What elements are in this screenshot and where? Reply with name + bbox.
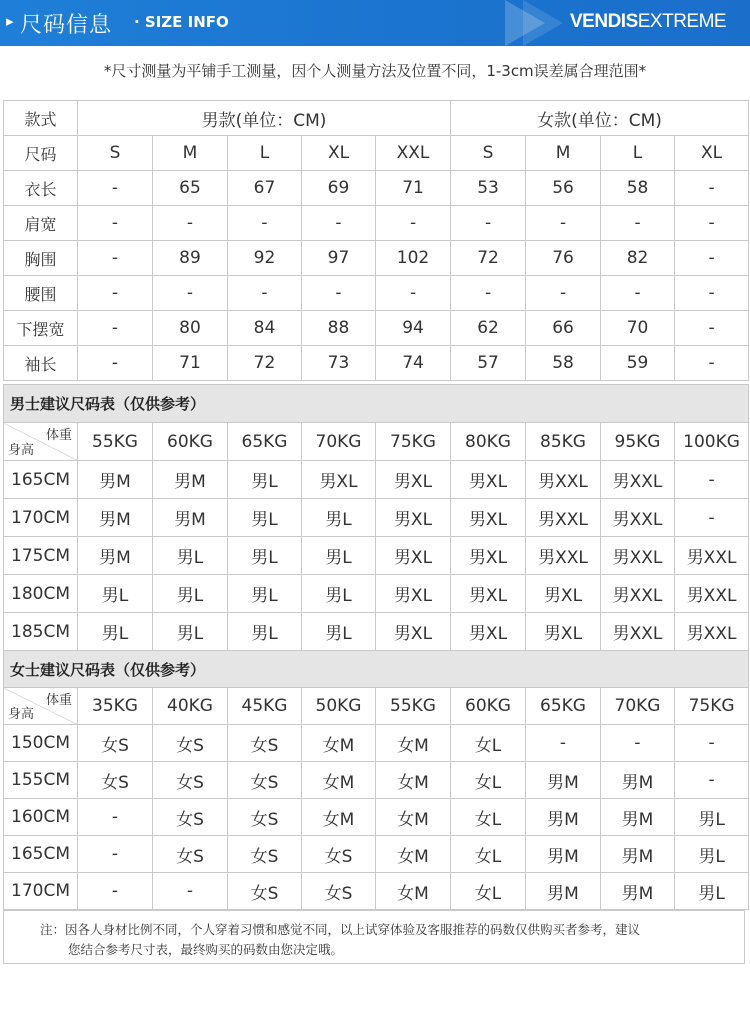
recommended-size-cell: 男XXL — [601, 575, 675, 613]
recommended-size-cell: 女S — [153, 799, 228, 836]
weight-column-header: 75KG — [376, 423, 451, 461]
recommended-size-cell: 女L — [451, 799, 526, 836]
weight-column-header: 65KG — [526, 688, 601, 725]
table-cell: - — [78, 276, 153, 311]
recommended-size-cell: 男XL — [376, 499, 451, 537]
table-cell: 66 — [526, 311, 601, 346]
table-row — [4, 799, 749, 836]
weight-column-header: 55KG — [78, 423, 153, 461]
recommended-size-cell: - — [526, 725, 601, 762]
table-cell: XL — [675, 136, 749, 171]
recommended-size-cell: - — [675, 762, 749, 799]
table-cell: - — [228, 276, 302, 311]
table-row — [4, 276, 749, 311]
recommended-size-cell: 男M — [526, 799, 601, 836]
weight-label: 体重 — [45, 428, 72, 443]
table-cell: 67 — [228, 171, 302, 206]
recommended-size-cell: 男XL — [302, 461, 376, 499]
weight-column-header: 80KG — [451, 423, 526, 461]
recommended-size-cell: 女M — [302, 799, 376, 836]
recommended-size-cell: 男XXL — [526, 461, 601, 499]
weight-column-header: 55KG — [376, 688, 451, 725]
row-label: 袖长 — [4, 346, 78, 381]
recommended-size-cell: 女S — [302, 873, 376, 910]
recommended-size-cell: 女S — [302, 836, 376, 873]
table-row — [4, 725, 749, 762]
table-cell: - — [675, 206, 749, 241]
table-cell: - — [601, 206, 675, 241]
recommended-size-cell: 男M — [153, 461, 228, 499]
weight-column-header: 60KG — [153, 423, 228, 461]
table-header-row — [4, 101, 749, 136]
table-cell: - — [78, 311, 153, 346]
table-cell: M — [526, 136, 601, 171]
height-row-label: 155CM — [4, 762, 78, 799]
brand-logo — [570, 11, 726, 33]
women-table-title: 女士建议尺码表（仅供参考） — [4, 651, 749, 688]
recommended-size-cell: 男XL — [526, 575, 601, 613]
recommended-size-cell: 男XXL — [526, 537, 601, 575]
triangle-right-icon: ▸ — [6, 12, 14, 30]
table-cell: L — [228, 136, 302, 171]
recommended-size-cell: 男XXL — [526, 499, 601, 537]
table-cell: 70 — [601, 311, 675, 346]
table-row — [4, 241, 749, 276]
weight-column-header: 70KG — [302, 423, 376, 461]
recommended-size-cell: 男M — [78, 537, 153, 575]
table-cell: 69 — [302, 171, 376, 206]
table-cell: - — [675, 171, 749, 206]
men-recommendation-table — [3, 384, 749, 651]
recommended-size-cell: 女L — [451, 725, 526, 762]
table-cell: - — [526, 276, 601, 311]
recommended-size-cell: 男M — [78, 461, 153, 499]
table-row — [4, 836, 749, 873]
table-cell: - — [302, 206, 376, 241]
recommended-size-cell: 女S — [78, 725, 153, 762]
table-cell: 97 — [302, 241, 376, 276]
weight-column-header: 45KG — [228, 688, 302, 725]
table-row — [4, 171, 749, 206]
recommended-size-cell: 男L — [675, 873, 749, 910]
table-row — [4, 461, 749, 499]
table-cell: - — [451, 276, 526, 311]
recommended-size-cell: 男L — [78, 575, 153, 613]
men-header: 男款(单位：CM) — [78, 101, 451, 136]
header-subtitle: · SIZE INFO — [134, 13, 229, 31]
table-row — [4, 206, 749, 241]
table-cell: 88 — [302, 311, 376, 346]
table-cell: M — [153, 136, 228, 171]
weight-column-header: 75KG — [675, 688, 749, 725]
recommended-size-cell: 男L — [302, 575, 376, 613]
table-cell: - — [601, 276, 675, 311]
recommended-size-cell: 男M — [526, 762, 601, 799]
table-cell: 94 — [376, 311, 451, 346]
recommended-size-cell: 男XXL — [601, 537, 675, 575]
footnote-line-1: 注：因各人身材比例不同，个人穿着习惯和感觉不同，以上试穿体验及客服推荐的码数仅供购买者参考，建议 — [40, 922, 641, 937]
recommended-size-cell: - — [675, 499, 749, 537]
recommended-size-cell: 男XXL — [601, 613, 675, 651]
height-row-label: 185CM — [4, 613, 78, 651]
table-cell: 72 — [228, 346, 302, 381]
table-cell: - — [302, 276, 376, 311]
recommended-size-cell: 男M — [601, 836, 675, 873]
recommended-size-cell: 男M — [526, 836, 601, 873]
height-row-label: 165CM — [4, 836, 78, 873]
row-label: 腰围 — [4, 276, 78, 311]
recommended-size-cell: 男L — [228, 537, 302, 575]
recommended-size-cell: 男XL — [451, 461, 526, 499]
recommended-size-cell: 女S — [228, 873, 302, 910]
recommended-size-cell: 男L — [302, 499, 376, 537]
footnote-line-2: 您结合参考尺寸表，最终购买的码数由您决定哦。 — [68, 942, 344, 957]
recommended-size-cell: 女L — [451, 762, 526, 799]
recommended-size-cell: - — [78, 873, 153, 910]
height-row-label: 175CM — [4, 537, 78, 575]
weight-column-header: 35KG — [78, 688, 153, 725]
table-cell: - — [675, 346, 749, 381]
recommended-size-cell: 女L — [451, 836, 526, 873]
footnote — [3, 910, 745, 964]
table-cell: 84 — [228, 311, 302, 346]
recommended-size-cell: 男XL — [376, 461, 451, 499]
recommended-size-cell: 女M — [376, 762, 451, 799]
table-row — [4, 136, 749, 171]
table-cell: 73 — [302, 346, 376, 381]
table-cell: S — [78, 136, 153, 171]
recommended-size-cell: 男L — [153, 613, 228, 651]
chevron-decoration-icon — [523, 0, 563, 46]
recommended-size-cell: 女S — [228, 762, 302, 799]
recommended-size-cell: - — [78, 836, 153, 873]
recommended-size-cell: 女M — [376, 873, 451, 910]
recommended-size-cell: 男L — [153, 537, 228, 575]
measurement-notice: *尺寸测量为平铺手工测量，因个人测量方法及位置不同，1-3cm误差属合理范围* — [103, 62, 647, 80]
table-cell: - — [675, 241, 749, 276]
weight-column-header: 95KG — [601, 423, 675, 461]
recommended-size-cell: 男M — [601, 762, 675, 799]
weight-column-header: 65KG — [228, 423, 302, 461]
weight-column-header: 100KG — [675, 423, 749, 461]
weight-header-row — [4, 423, 749, 461]
recommended-size-cell: 女M — [376, 725, 451, 762]
recommended-size-cell: 男L — [228, 613, 302, 651]
table-cell: - — [153, 206, 228, 241]
height-row-label: 170CM — [4, 873, 78, 910]
weight-column-header: 70KG — [601, 688, 675, 725]
recommended-size-cell: 男L — [78, 613, 153, 651]
table-row — [4, 613, 749, 651]
recommended-size-cell: 女M — [302, 762, 376, 799]
recommended-size-cell: 男XL — [376, 537, 451, 575]
table-cell: 56 — [526, 171, 601, 206]
weight-column-header: 50KG — [302, 688, 376, 725]
table-cell: 74 — [376, 346, 451, 381]
recommended-size-cell: 男L — [228, 575, 302, 613]
table-cell: 59 — [601, 346, 675, 381]
table-cell: 80 — [153, 311, 228, 346]
table-row — [4, 346, 749, 381]
row-label: 衣长 — [4, 171, 78, 206]
table-cell: - — [78, 346, 153, 381]
recommended-size-cell: 男XL — [526, 613, 601, 651]
table-row — [4, 537, 749, 575]
style-corner-label: 款式 — [4, 101, 78, 136]
table-cell: XXL — [376, 136, 451, 171]
height-row-label: 180CM — [4, 575, 78, 613]
table-cell: - — [675, 276, 749, 311]
recommended-size-cell: - — [78, 799, 153, 836]
women-header: 女款(单位：CM) — [451, 101, 749, 136]
recommended-size-cell: 女S — [228, 799, 302, 836]
recommended-size-cell: 男L — [228, 499, 302, 537]
row-label: 尺码 — [4, 136, 78, 171]
recommended-size-cell: - — [601, 725, 675, 762]
recommended-size-cell: 男L — [675, 799, 749, 836]
table-cell: - — [526, 206, 601, 241]
table-cell: - — [153, 276, 228, 311]
table-cell: 62 — [451, 311, 526, 346]
recommended-size-cell: 男XL — [376, 613, 451, 651]
table-row — [4, 762, 749, 799]
recommended-size-cell: 男M — [601, 799, 675, 836]
height-weight-corner — [4, 423, 78, 461]
recommended-size-cell: 女S — [153, 836, 228, 873]
height-row-label: 150CM — [4, 725, 78, 762]
table-row — [4, 873, 749, 910]
recommended-size-cell: 男L — [228, 461, 302, 499]
table-cell: 82 — [601, 241, 675, 276]
table-cell: 57 — [451, 346, 526, 381]
recommended-size-cell: 男L — [675, 836, 749, 873]
table-cell: 102 — [376, 241, 451, 276]
recommended-size-cell: 男M — [153, 499, 228, 537]
table-cell: L — [601, 136, 675, 171]
table-cell: 92 — [228, 241, 302, 276]
table-cell: 53 — [451, 171, 526, 206]
height-row-label: 170CM — [4, 499, 78, 537]
weight-column-header: 85KG — [526, 423, 601, 461]
recommended-size-cell: 男L — [302, 613, 376, 651]
table-cell: - — [376, 276, 451, 311]
recommended-size-cell: 男XL — [451, 613, 526, 651]
men-table-title: 男士建议尺码表（仅供参考） — [4, 385, 749, 423]
table-cell: 58 — [526, 346, 601, 381]
table-cell: 58 — [601, 171, 675, 206]
recommended-size-cell: 男XL — [451, 575, 526, 613]
table-cell: - — [78, 206, 153, 241]
weight-label: 体重 — [45, 693, 72, 708]
recommended-size-cell: 男M — [526, 873, 601, 910]
table-cell: 89 — [153, 241, 228, 276]
row-label: 下摆宽 — [4, 311, 78, 346]
recommended-size-cell: 男XL — [376, 575, 451, 613]
table-cell: S — [451, 136, 526, 171]
table-cell: 71 — [153, 346, 228, 381]
recommended-size-cell: - — [675, 461, 749, 499]
recommended-size-cell: 女S — [153, 762, 228, 799]
recommended-size-cell: 男L — [153, 575, 228, 613]
height-label: 身高 — [8, 707, 35, 722]
table-row — [4, 499, 749, 537]
recommended-size-cell: 女S — [78, 762, 153, 799]
logo-bold-text: VENDIS — [570, 11, 638, 32]
table-cell: - — [451, 206, 526, 241]
header-title: 尺码信息 — [20, 13, 113, 38]
recommended-size-cell: - — [675, 725, 749, 762]
recommended-size-cell: 男XXL — [675, 537, 749, 575]
recommended-size-cell: 女M — [376, 836, 451, 873]
table-cell: 76 — [526, 241, 601, 276]
height-weight-corner — [4, 688, 78, 725]
recommended-size-cell: 男XL — [451, 499, 526, 537]
recommended-size-cell: 女M — [302, 725, 376, 762]
weight-column-header: 40KG — [153, 688, 228, 725]
recommended-size-cell: 男XXL — [675, 575, 749, 613]
row-label: 肩宽 — [4, 206, 78, 241]
logo-rest-text: EXTREME — [637, 11, 727, 32]
weight-column-header: 60KG — [451, 688, 526, 725]
recommended-size-cell: 男XXL — [601, 499, 675, 537]
recommended-size-cell: 男XXL — [675, 613, 749, 651]
table-cell: 65 — [153, 171, 228, 206]
table-cell: XL — [302, 136, 376, 171]
recommended-size-cell: 男L — [302, 537, 376, 575]
recommended-size-cell: 男M — [601, 873, 675, 910]
table-cell: - — [675, 311, 749, 346]
recommended-size-cell: 男XXL — [601, 461, 675, 499]
table-cell: - — [78, 241, 153, 276]
recommended-size-cell: 女S — [153, 725, 228, 762]
recommended-size-cell: 女M — [376, 799, 451, 836]
recommended-size-cell: 女S — [228, 836, 302, 873]
table-row — [4, 575, 749, 613]
table-cell: 71 — [376, 171, 451, 206]
table-cell: 72 — [451, 241, 526, 276]
size-measurement-table — [3, 100, 749, 381]
height-row-label: 160CM — [4, 799, 78, 836]
women-recommendation-table — [3, 650, 749, 910]
recommended-size-cell: 女S — [228, 725, 302, 762]
table-cell: - — [228, 206, 302, 241]
weight-header-row — [4, 688, 749, 725]
height-row-label: 165CM — [4, 461, 78, 499]
table-cell: - — [376, 206, 451, 241]
height-label: 身高 — [8, 443, 35, 458]
page-header — [0, 0, 750, 46]
table-cell: - — [78, 171, 153, 206]
table-row — [4, 311, 749, 346]
recommended-size-cell: 男XL — [451, 537, 526, 575]
recommended-size-cell: - — [153, 873, 228, 910]
row-label: 胸围 — [4, 241, 78, 276]
recommended-size-cell: 男M — [78, 499, 153, 537]
recommended-size-cell: 女L — [451, 873, 526, 910]
